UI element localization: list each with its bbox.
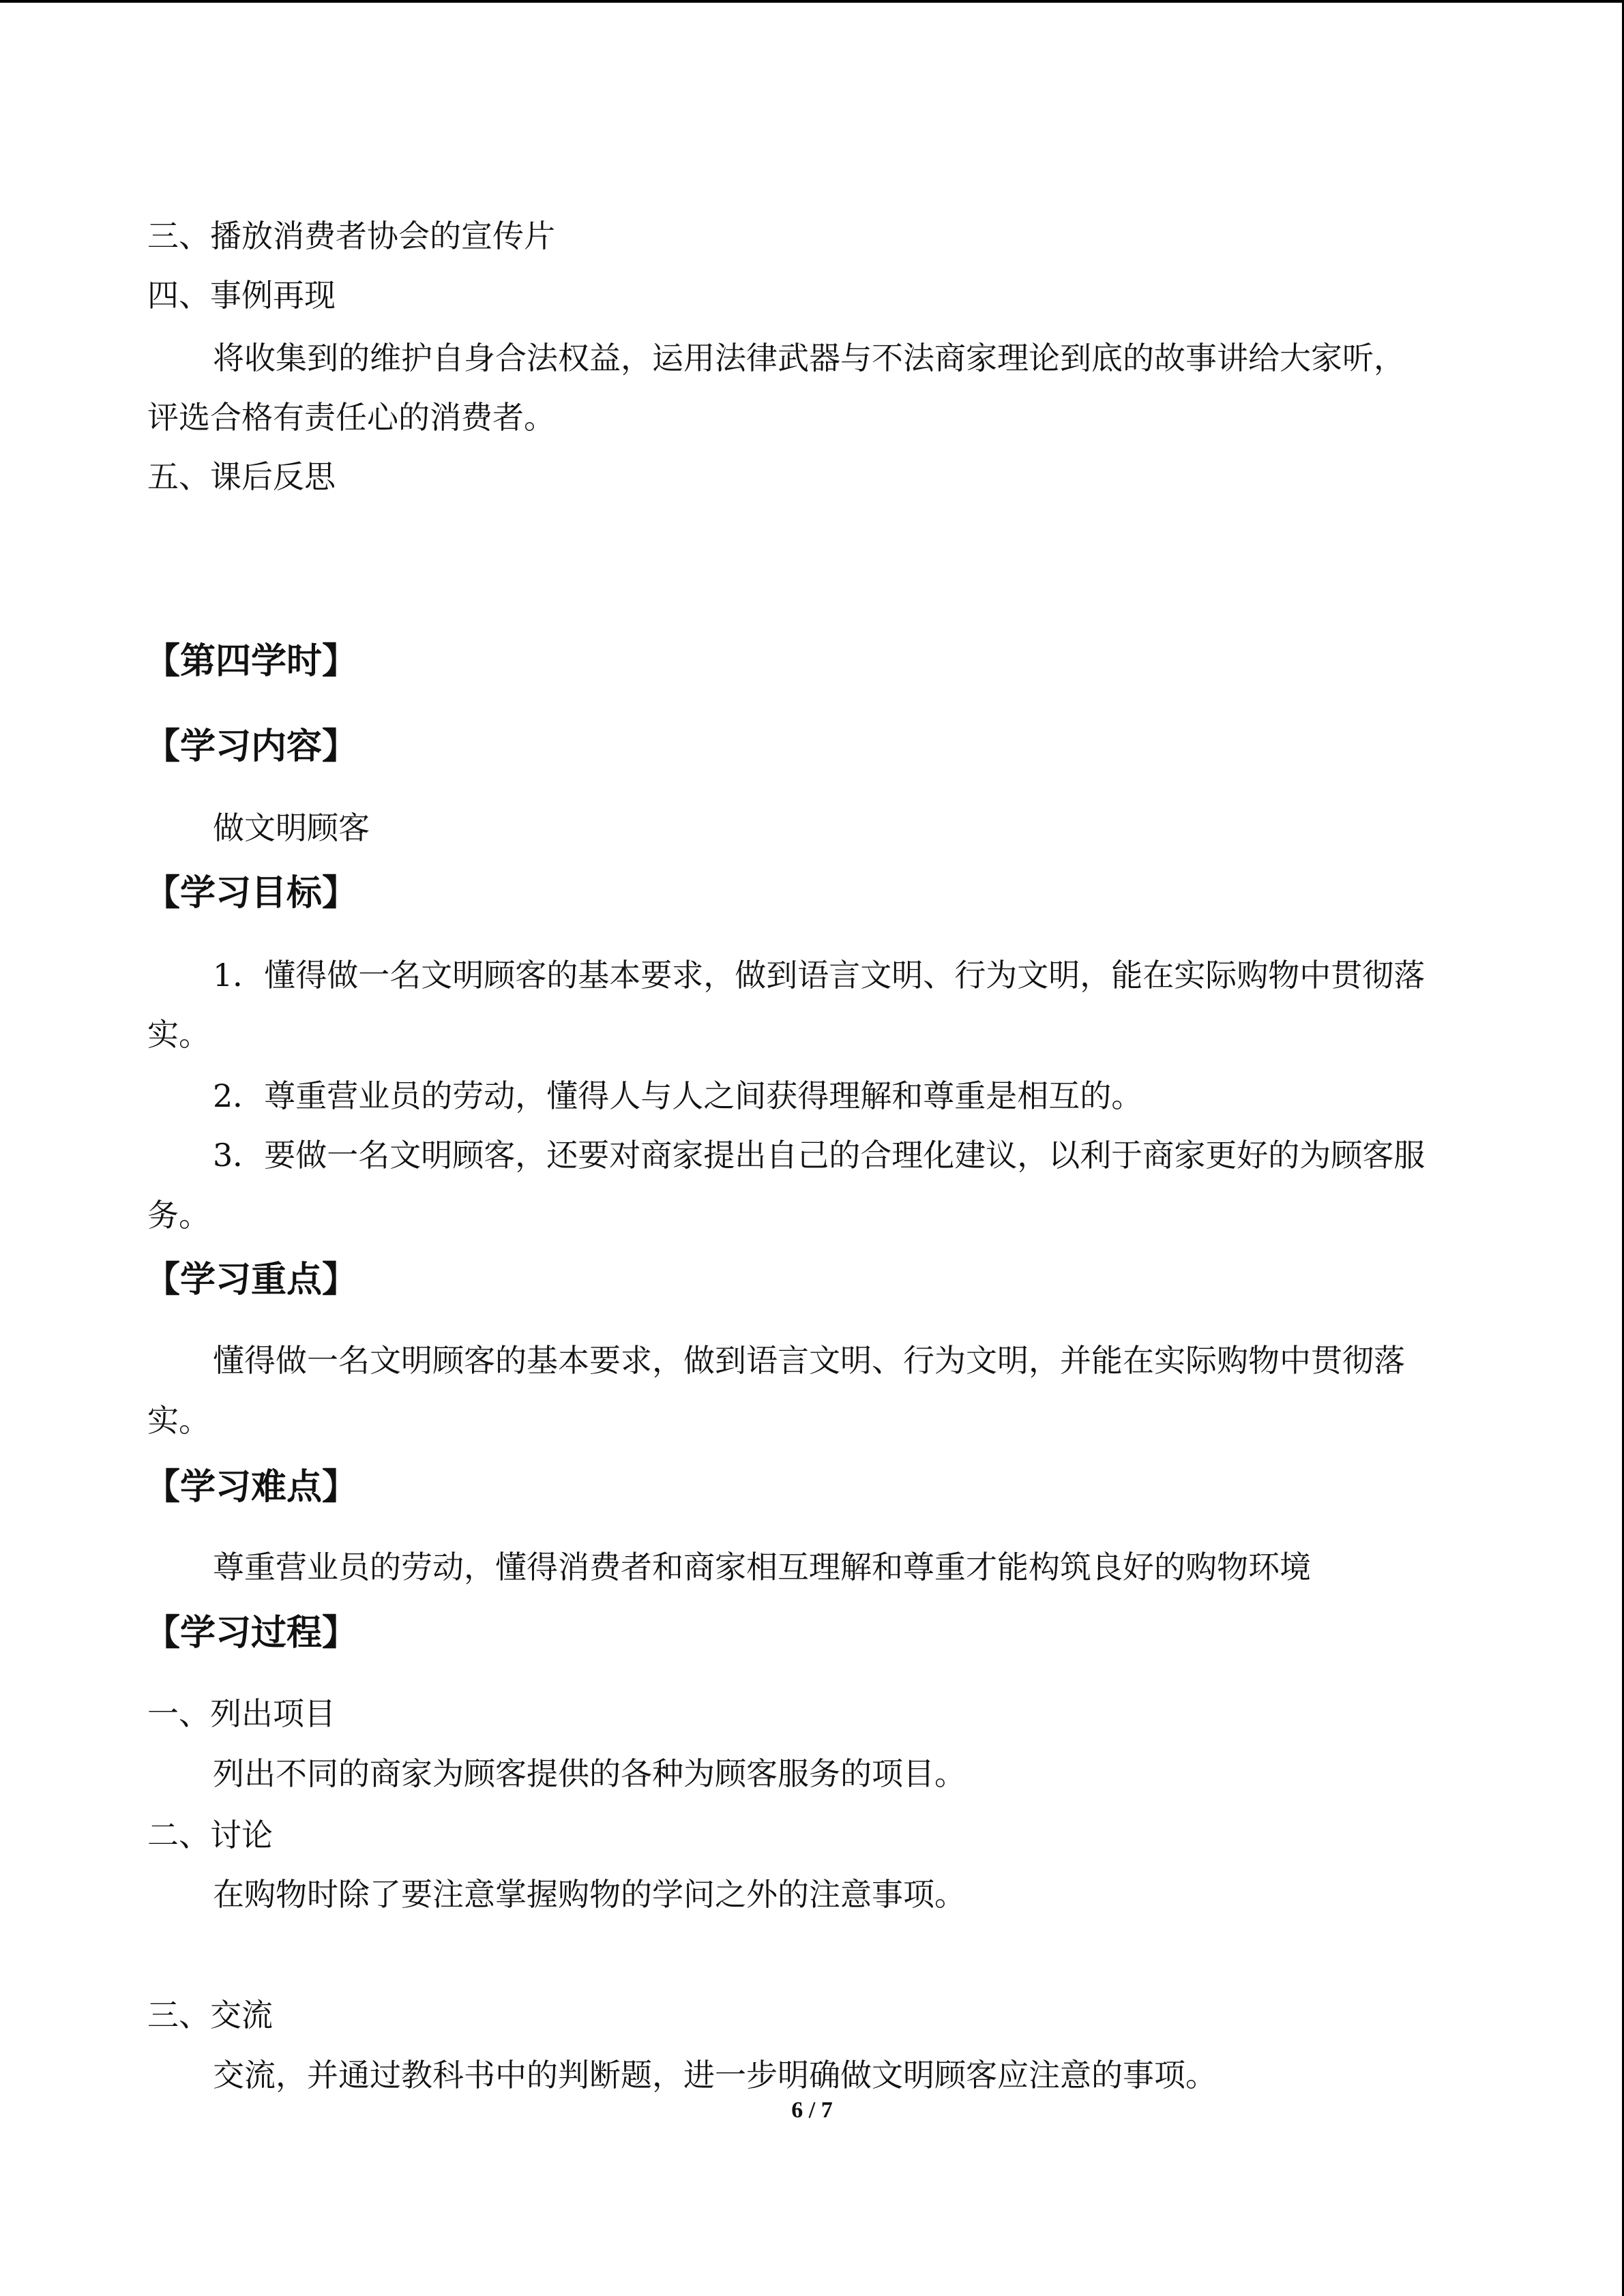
learning-goals-heading: 【学习目标】 xyxy=(145,873,358,914)
key-points-line-2: 实。 xyxy=(147,1402,210,1439)
section-five-title: 五、课后反思 xyxy=(147,458,336,495)
key-points-heading: 【学习重点】 xyxy=(145,1259,358,1300)
goal-two: 2．尊重营业员的劳动，懂得人与人之间获得理解和尊重是相互的。 xyxy=(213,1077,1143,1114)
process-step-three-text: 交流，并通过教科书中的判断题，进一步明确做文明顾客应注意的事项。 xyxy=(213,2057,1217,2093)
learning-content-text: 做文明顾客 xyxy=(213,809,370,846)
process-step-two-title: 二、讨论 xyxy=(147,1817,273,1853)
process-step-one-title: 一、列出项目 xyxy=(147,1695,336,1732)
section-four-title: 四、事例再现 xyxy=(147,277,336,314)
process-step-one-text: 列出不同的商家为顾客提供的各种为顾客服务的项目。 xyxy=(213,1755,966,1792)
process-step-three-title: 三、交流 xyxy=(147,1997,273,2033)
difficult-points-text: 尊重营业员的劳动，懂得消费者和商家相互理解和尊重才能构筑良好的购物环境 xyxy=(213,1549,1311,1585)
section-four-paragraph-line-1: 将收集到的维护自身合法权益，运用法律武器与不法商家理论到底的故事讲给大家听， xyxy=(213,340,1405,376)
section-three-title: 三、播放消费者协会的宣传片 xyxy=(147,218,555,254)
page-number: 6 / 7 xyxy=(791,2098,833,2123)
goal-three-line-1: 3．要做一名文明顾客，还要对商家提出自己的合理化建议，以利于商家更好的为顾客服 xyxy=(213,1137,1426,1174)
goal-one-line-1: 1．懂得做一名文明顾客的基本要求，做到语言文明、行为文明，能在实际购物中贯彻落 xyxy=(213,957,1426,994)
learning-content-heading: 【学习内容】 xyxy=(145,726,358,767)
section-four-paragraph-line-2: 评选合格有责任心的消费者。 xyxy=(147,399,555,436)
goal-three-line-2: 务。 xyxy=(147,1197,210,1234)
period-heading: 【第四学时】 xyxy=(145,641,358,682)
difficult-points-heading: 【学习难点】 xyxy=(145,1467,358,1508)
process-step-two-text: 在购物时除了要注意掌握购物的学问之外的注意事项。 xyxy=(213,1876,966,1913)
learning-process-heading: 【学习过程】 xyxy=(145,1613,358,1654)
goal-one-line-2: 实。 xyxy=(147,1016,210,1053)
top-border xyxy=(0,0,1624,3)
key-points-line-1: 懂得做一名文明顾客的基本要求，做到语言文明、行为文明，并能在实际购物中贯彻落 xyxy=(213,1342,1405,1379)
